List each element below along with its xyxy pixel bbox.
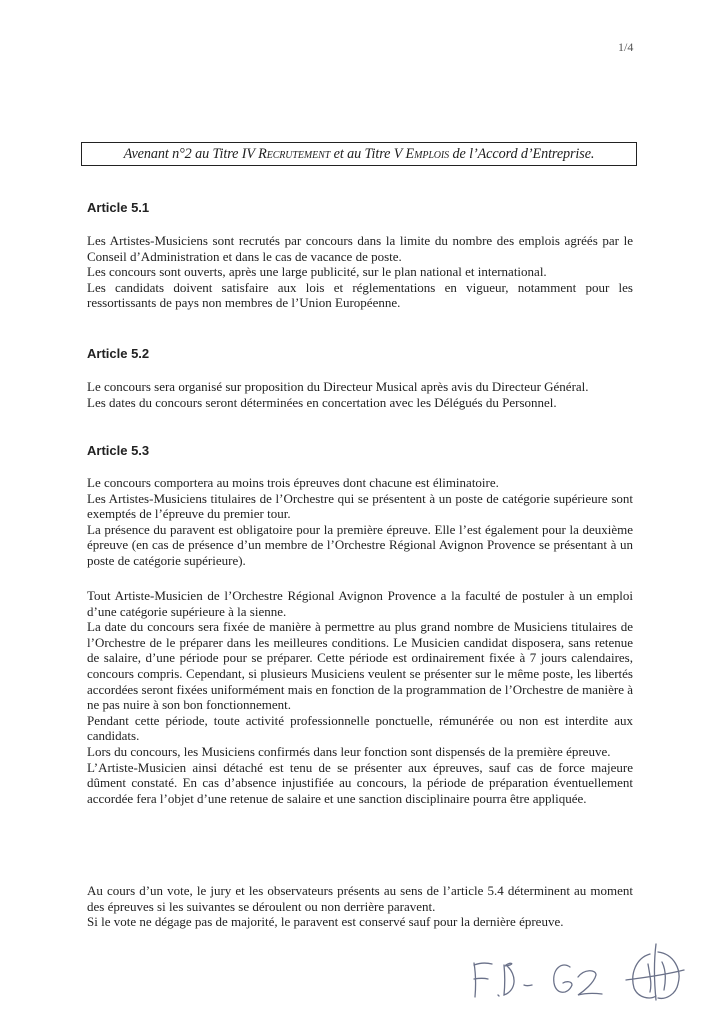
- paragraph-line: Si le vote ne dégage pas de majorité, le paravent est conservé sauf pour la dernière épreuve.: [87, 914, 564, 930]
- paragraph-line: Les Artistes-Musiciens titulaires de l’Orchestre qui se présentent à un poste de catégorie supérieure sont exemptés de l’épreuve du premier tour.: [87, 490, 633, 522]
- article-5-2-body: [87, 379, 633, 410]
- paragraph-line: Le concours comportera au moins trois épreuves dont chacune est éliminatoire.: [87, 475, 499, 490]
- paragraph-line: La date du concours sera fixée de manière à permettre au plus grand nombre de Musiciens titulaires de l’Orchestre de le préparer dans les meilleures conditions. Le Musicien candidat disposera, sans retenue de salaire, d’une période pour se préparer. Cette période est ordinairement fixée à 7 jours calendaires, concours compris. Cependant, si plusieurs Musiciens veulent se présenter sur le même poste, les libertés accordées seront fixées uniformément mais en fonction de la programmation de l’Orchestre de manière à ne pas nuire à son bon fonctionnement.: [87, 619, 633, 713]
- paragraph-line: Pendant cette période, toute activité professionnelle ponctuelle, rémunérée ou non est interdite aux candidats.: [87, 712, 633, 744]
- paragraph-line: Le concours sera organisé sur proposition du Directeur Musical après avis du Directeur Général.: [87, 379, 589, 394]
- paragraph-line: L’Artiste-Musicien ainsi détaché est tenu de se présenter aux épreuves, sauf cas de force majeure dûment constaté. En cas d’absence injustifiée au concours, la période de préparation éventuellement accordée fera l’objet d’une retenue de salaire et une sanction disciplinaire pourra être appliquée.: [87, 759, 633, 806]
- paragraph-line: Lors du concours, les Musiciens confirmés dans leur fonction sont dispensés de la première épreuve.: [87, 743, 611, 759]
- paragraph-line: La présence du paravent est obligatoire pour la première épreuve. Elle l’est également pour la deuxième épreuve (en cas de présence d’un membre de l’Orchestre Régional Avignon Provence se présentant à un poste de catégorie supérieure).: [87, 521, 633, 568]
- paragraph-line: Les concours sont ouverts, après une large publicité, sur le plan national et international.: [87, 264, 547, 280]
- article-5-1-heading: Article 5.1: [87, 200, 150, 215]
- paragraph-line: Les candidats doivent satisfaire aux lois et réglementations en vigueur, notamment pour les ressortissants de pays non membres de l’Union Européenne.: [87, 279, 633, 311]
- title-part-5: de l’Accord d’Entreprise.: [449, 145, 595, 162]
- title-part-4: Emplois: [405, 145, 450, 162]
- handwritten-initials-2: [548, 955, 608, 1003]
- article-5-3-block-3: [87, 883, 633, 930]
- paragraph-line: Tout Artiste-Musicien de l’Orchestre Régional Avignon Provence a la faculté de postuler à un emploi d’une catégorie supérieure à la sienne.: [87, 588, 633, 619]
- page-number: 1/4: [618, 40, 634, 54]
- article-5-3-heading: Article 5.3: [87, 443, 150, 458]
- handwritten-signature: [620, 940, 692, 1006]
- title-part-3: et au Titre V: [330, 145, 406, 162]
- paragraph-line: Les dates du concours seront déterminées en concertation avec les Délégués du Personnel.: [87, 394, 557, 410]
- document-title: [81, 142, 637, 166]
- paragraph-line: Au cours d’un vote, le jury et les observateurs présents au sens de l’article 5.4 déterminent au moment des épreuves si les suivantes se déroulent ou non derrière paravent.: [87, 883, 633, 914]
- article-5-3-block-2: [87, 588, 633, 806]
- paragraph-line: Les Artistes-Musiciens sont recrutés par concours dans la limite du nombre des emplois agréés par le Conseil d’Administration et dans le cas de vacance de poste.: [87, 233, 633, 264]
- article-5-1-body: [87, 233, 633, 311]
- title-part-1: Avenant n°2 au Titre IV: [123, 145, 259, 162]
- article-5-2-heading: Article 5.2: [87, 346, 150, 361]
- article-5-3-block-1: [87, 475, 633, 569]
- title-part-2: Recrutement: [258, 145, 331, 162]
- handwritten-initials-1: [468, 955, 538, 1003]
